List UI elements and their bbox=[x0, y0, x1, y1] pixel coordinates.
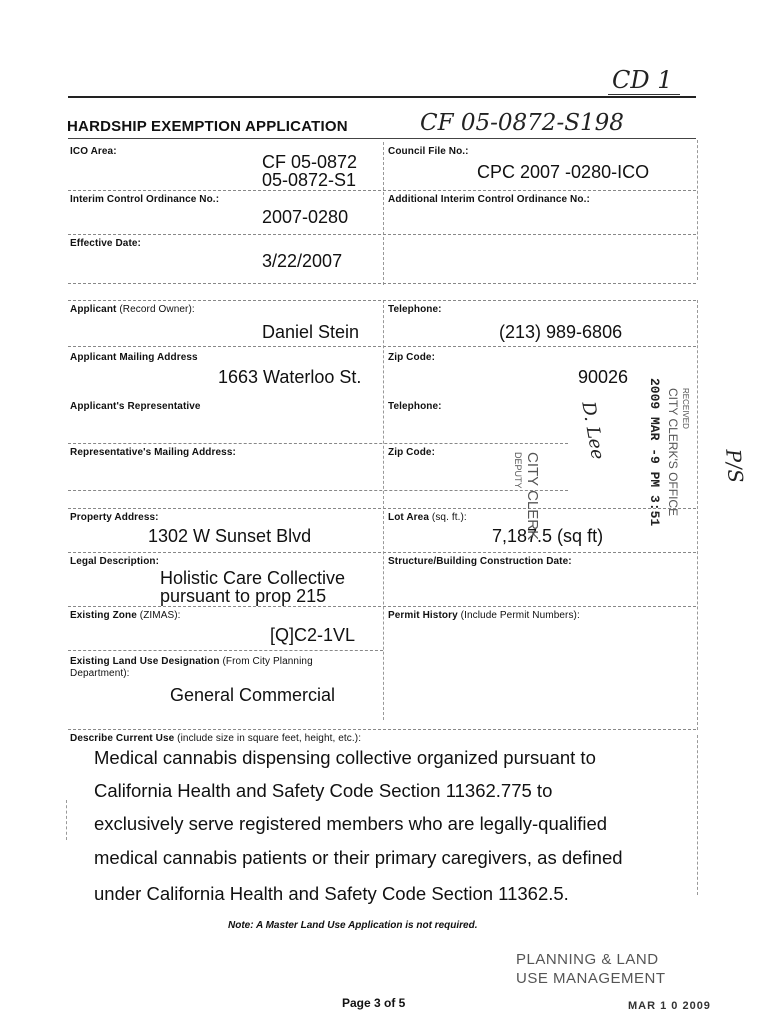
applicant-value: Daniel Stein bbox=[262, 322, 360, 342]
current-use-label: Describe Current Use (include size in square feet, height, etc.): bbox=[70, 733, 362, 744]
row-rule-11 bbox=[68, 650, 383, 651]
interim-ordinance-label: Interim Control Ordinance No.: bbox=[70, 194, 220, 205]
top-rule bbox=[68, 96, 696, 98]
applicant-zip-value: 90026 bbox=[578, 367, 629, 387]
received-deputy: DEPUTY bbox=[513, 452, 523, 489]
right-border-desc bbox=[697, 735, 698, 895]
page-title: HARDSHIP EXEMPTION APPLICATION bbox=[67, 118, 348, 135]
row-rule-6 bbox=[68, 443, 568, 444]
row-rule-12 bbox=[68, 729, 696, 730]
row-rule-3 bbox=[68, 283, 696, 284]
planning-stamp-line-2: USE MANAGEMENT bbox=[516, 970, 666, 987]
row-rule-7 bbox=[68, 490, 568, 491]
existing-zone-value: [Q]C2-1VL bbox=[270, 625, 356, 645]
additional-ordinance-label: Additional Interim Control Ordinance No.: bbox=[388, 194, 590, 205]
representative-address-label: Representative's Mailing Address: bbox=[70, 447, 236, 458]
center-divider-mid bbox=[383, 300, 384, 720]
handwritten-file-annotation: CF 05-0872-S198 bbox=[420, 110, 624, 136]
representative-label: Applicant's Representative bbox=[70, 401, 201, 412]
council-file-value: CPC 2007 -0280-ICO bbox=[477, 162, 650, 182]
applicant-telephone-value: (213) 989-6806 bbox=[499, 322, 623, 342]
row-rule-2 bbox=[68, 234, 696, 235]
row-rule-4 bbox=[68, 300, 696, 301]
lot-area-label: Lot Area (sq. ft.): bbox=[388, 512, 467, 523]
applicant-label: Applicant (Record Owner): bbox=[70, 304, 195, 315]
row-rule-5 bbox=[68, 346, 696, 347]
current-use-line-2: California Health and Safety Code Section 11362.775 to bbox=[94, 780, 553, 801]
permit-history-label: Permit History (Include Permit Numbers): bbox=[388, 610, 580, 621]
center-divider-top bbox=[383, 142, 384, 285]
master-application-note: Note: A Master Land Use Application is not required. bbox=[228, 920, 478, 931]
legal-description-value-2: pursuant to prop 215 bbox=[160, 586, 327, 606]
current-use-line-5: under California Health and Safety Code Section 11362.5. bbox=[94, 883, 569, 904]
title-rule bbox=[68, 138, 696, 139]
land-use-value: General Commercial bbox=[170, 685, 336, 705]
land-use-label: Existing Land Use Designation (From City Planning Department): bbox=[70, 656, 313, 679]
property-address-value: 1302 W Sunset Blvd bbox=[148, 526, 312, 546]
applicant-zip-label: Zip Code: bbox=[388, 352, 436, 363]
ico-area-value-2: 05-0872-S1 bbox=[262, 170, 357, 190]
existing-zone-label: Existing Zone (ZIMAS): bbox=[70, 610, 181, 621]
legal-description-value-1: Holistic Care Collective bbox=[160, 568, 346, 588]
representative-zip-label: Zip Code: bbox=[388, 447, 436, 458]
lot-area-value: 7,187.5 (sq ft) bbox=[492, 526, 604, 546]
interim-ordinance-value: 2007-0280 bbox=[262, 207, 349, 227]
handwritten-underline bbox=[608, 94, 680, 95]
current-use-line-4: medical cannabis patients or their primary caregivers, as defined bbox=[94, 847, 623, 868]
received-stamp-city-clerk bbox=[510, 452, 540, 602]
received-city-clerk: CITY CLERK bbox=[524, 452, 541, 541]
council-file-label: Council File No.: bbox=[388, 146, 469, 157]
current-use-line-3: exclusively serve registered members who are legally-qualified bbox=[94, 813, 608, 834]
applicant-telephone-label: Telephone: bbox=[388, 304, 442, 315]
row-rule-8 bbox=[68, 508, 696, 509]
handwritten-deputy-signature: D. Lee bbox=[577, 400, 609, 462]
planning-stamp-line-1: PLANNING & LAND bbox=[516, 951, 659, 968]
clerk-office-received: RECEIVED bbox=[681, 388, 690, 429]
legal-description-label: Legal Description: bbox=[70, 556, 160, 567]
effective-date-label: Effective Date: bbox=[70, 238, 141, 249]
applicant-address-value: 1663 Waterloo St. bbox=[218, 367, 362, 387]
page-number: Page 3 of 5 bbox=[342, 996, 406, 1010]
row-rule-9 bbox=[68, 552, 696, 553]
left-border-desc bbox=[66, 800, 67, 840]
clerk-office-name: CITY CLERK'S OFFICE bbox=[666, 388, 680, 517]
construction-date-label: Structure/Building Construction Date: bbox=[388, 556, 572, 567]
handwritten-council-district: CD 1 bbox=[612, 66, 673, 94]
applicant-address-label: Applicant Mailing Address bbox=[70, 352, 198, 363]
right-border-lower bbox=[697, 300, 698, 730]
date-stamp: 2009 MAR -9 PM 3:51 bbox=[647, 378, 662, 527]
row-rule-1 bbox=[68, 190, 696, 191]
ico-area-value-1: CF 05-0872 bbox=[262, 152, 358, 172]
right-border bbox=[697, 140, 698, 280]
effective-date-value: 3/22/2007 bbox=[262, 251, 343, 271]
current-use-line-1: Medical cannabis dispensing collective organized pursuant to bbox=[94, 747, 596, 768]
planning-stamp-date: MAR 1 0 2009 bbox=[628, 1000, 711, 1012]
planning-stamp bbox=[516, 950, 666, 988]
row-rule-10 bbox=[68, 606, 696, 607]
handwritten-side-note: P/S bbox=[721, 448, 748, 484]
representative-telephone-label: Telephone: bbox=[388, 401, 442, 412]
clerk-office-stamp bbox=[666, 388, 692, 516]
property-address-label: Property Address: bbox=[70, 512, 159, 523]
ico-area-label: ICO Area: bbox=[70, 146, 117, 157]
